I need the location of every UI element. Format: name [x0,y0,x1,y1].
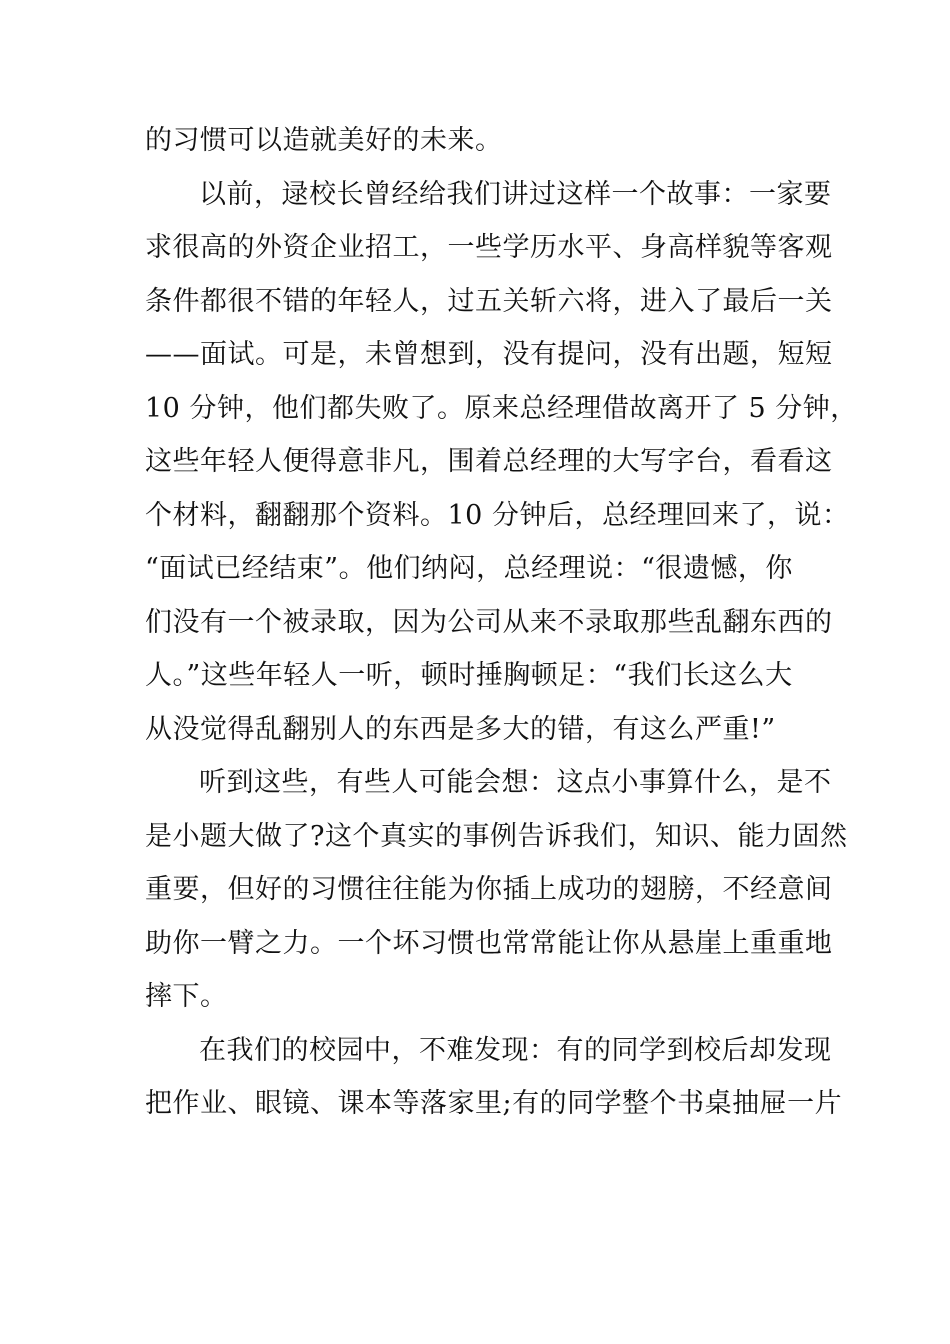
text-line: 在我们的校园中，不难发现：有的同学到校后却发现 [199,1034,832,1066]
text-line: 个材料，翻翻那个资料。10 分钟后，总经理回来了，说： [145,499,850,531]
text-line: 从没觉得乱翻别人的东西是多大的错，有这么严重!” [145,713,776,745]
text-line: 这些年轻人便得意非凡，围着总经理的大写字台，看看这 [145,446,833,477]
text-line: 以前，逯校长曾经给我们讲过这样一个故事：一家要 [199,178,832,210]
text-line: 助你一臂之力。一个坏习惯也常常能让你从悬崖上重重地 [145,927,833,959]
text-line: 把作业、眼镜、课本等落家里;有的同学整个书桌抽屉一片 [145,1088,843,1119]
text-line: 听到这些，有些人可能会想：这点小事算什么，是不 [199,767,832,798]
text-line: 摔下。 [145,981,228,1012]
text-line: 们没有一个被录取，因为公司从来不录取那些乱翻东西的 [145,606,833,638]
text-line: 人。”这些年轻人一听，顿时捶胸顿足：“我们长这么大 [145,660,793,691]
body-text [145,114,858,1131]
text-line: 的习惯可以造就美好的未来。 [145,125,503,156]
text-line: ——面试。可是，未曾想到，没有提问，没有出题，短短 [145,339,833,370]
text-line: “面试已经结束”。他们纳闷，总经理说：“很遗憾，你 [145,553,793,584]
text-line: 重要，但好的习惯往往能为你插上成功的翅膀，不经意间 [145,874,833,905]
text-line: 10 分钟，他们都失败了。原来总经理借故离开了 5 分钟， [145,392,858,424]
text-line: 是小题大做了?这个真实的事例告诉我们，知识、能力固然 [145,820,848,852]
text-line: 求很高的外资企业招工，一些学历水平、身高样貌等客观 [145,232,833,263]
text-line: 条件都很不错的年轻人，过五关斩六将，进入了最后一关 [145,285,833,317]
